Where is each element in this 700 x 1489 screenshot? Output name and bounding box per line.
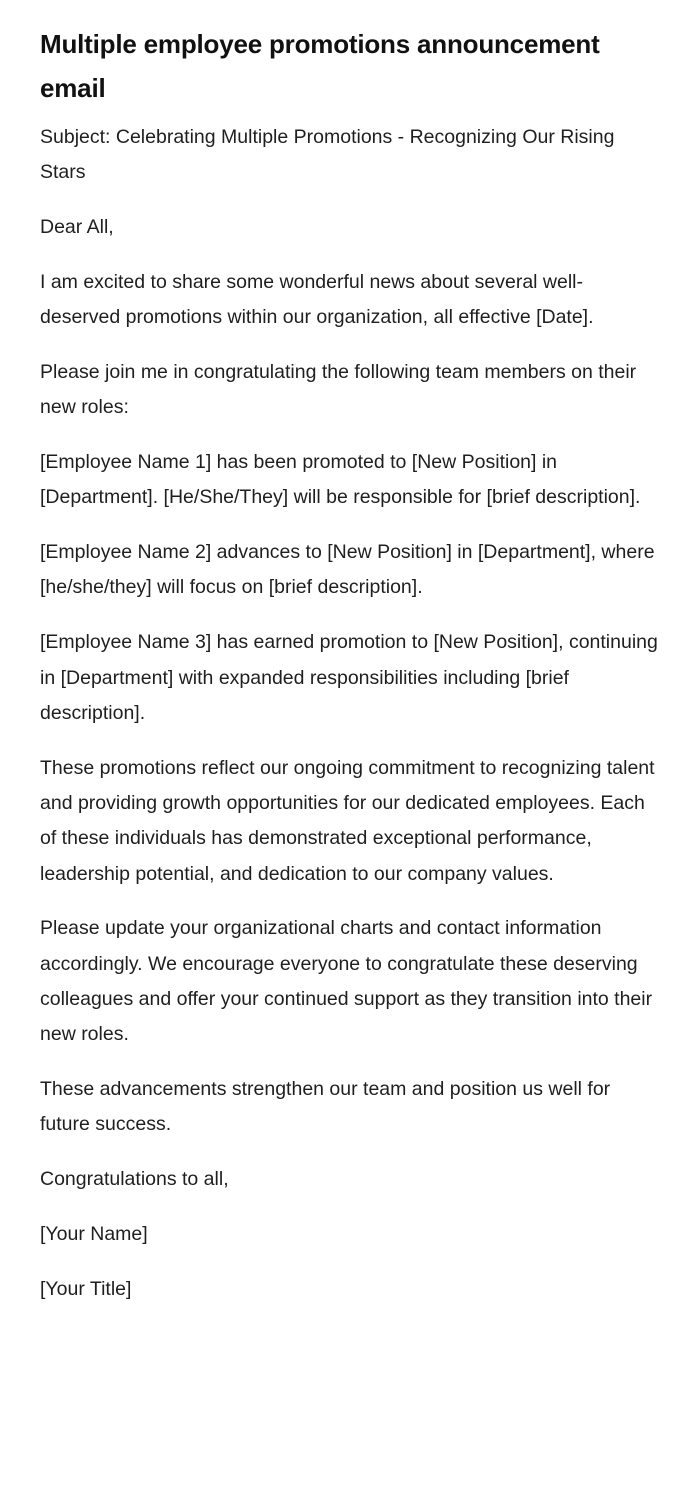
email-greeting: Dear All, [40, 216, 114, 239]
update-paragraph: Please update your organizational charts and contact information accordingly. We encourage everyone to congratulate these deserving colleagues and offer your continued support as they transition into their new roles. [40, 917, 653, 1046]
employee-2-paragraph: [Employee Name 2] advances to [New Position] in [Department], where [he/she/they] will focus on [brief description]. [40, 541, 655, 599]
intro-paragraph: I am excited to share some wonderful news about several well-deserved promotions within our organization, all effective [Date]. [40, 270, 594, 329]
document-title: Multiple employee promotions announcement email [40, 29, 600, 103]
employee-3-paragraph: [Employee Name 3] has earned promotion to [New Position], continuing in [Department] with expanded responsibilities including [brief description]. [40, 631, 658, 724]
employee-1-paragraph: [Employee Name 1] has been promoted to [New Position] in [Department]. [He/She/They] will be responsible for [brief description]. [40, 451, 641, 509]
congratulate-paragraph: Please join me in congratulating the following team members on their new roles: [40, 360, 637, 419]
sign-off: Congratulations to all, [40, 1168, 229, 1191]
sender-title: [Your Title] [40, 1277, 132, 1300]
email-subject: Subject: Celebrating Multiple Promotions - Recognizing Our Rising Stars [40, 126, 615, 184]
closing-paragraph: These advancements strengthen our team and position us well for future success. [40, 1078, 611, 1136]
commitment-paragraph: These promotions reflect our ongoing commitment to recognizing talent and providing growth opportunities for our dedicated employees. Each of these individuals has demonstrated exceptional performance, leadership potential, and dedication to our company values. [40, 756, 655, 885]
sender-name: [Your Name] [40, 1222, 148, 1245]
